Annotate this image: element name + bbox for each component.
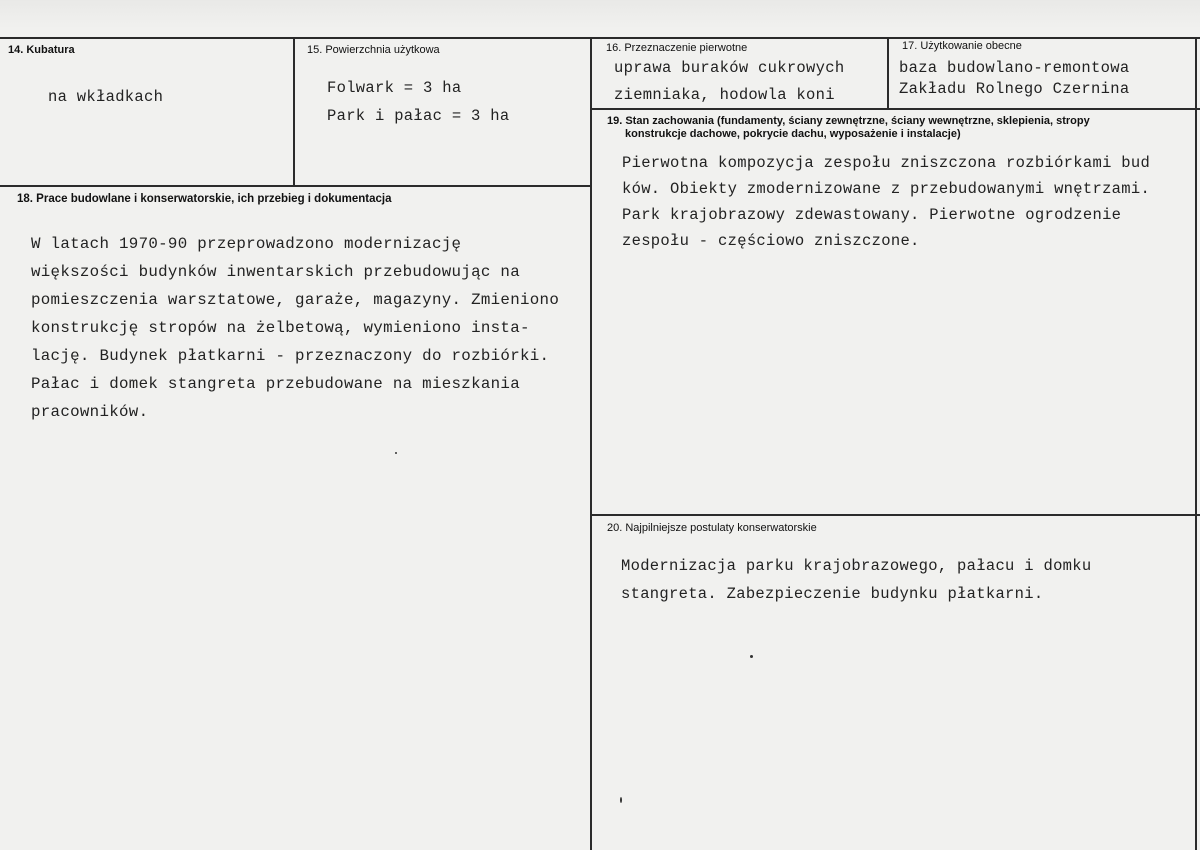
field-15-line: Folwark = 3 ha [327, 79, 462, 97]
field-15-line: Park i pałac = 3 ha [327, 107, 510, 125]
field-15-label: 15. Powierzchnia użytkowa [307, 44, 440, 56]
scan-top-margin [0, 0, 1200, 36]
field-19-label [607, 115, 1090, 141]
field-17-line: baza budowlano-remontowa [899, 59, 1130, 77]
field-18-label: 18. Prace budowlane i konserwatorskie, ich przebieg i dokumentacja [17, 193, 392, 205]
rule-row1-bottom [0, 185, 592, 187]
field-19-label-line: 19. Stan zachowania (fundamenty, ściany zewnętrzne, ściany wewnętrzne, sklepienia, stropy [607, 115, 1090, 127]
field-18-value [31, 230, 559, 426]
field-19-value [622, 150, 1194, 254]
rule-v-16-17 [887, 37, 889, 110]
field-18-line: Pałac i domek stangreta przebudowane na mieszkania [31, 375, 520, 393]
field-16-line: uprawa buraków cukrowych [614, 59, 845, 77]
field-16-line: ziemniaka, hodowla koni [614, 86, 835, 104]
field-18-line: W latach 1970-90 przeprowadzono modernizację [31, 235, 462, 253]
field-19-label-line: konstrukcje dachowe, pokrycie dachu, wyposażenie i instalacje) [625, 128, 961, 140]
rule-top [0, 37, 1200, 39]
field-18-line: pomieszczenia warsztatowe, garaże, magazyny. Zmieniono [31, 291, 560, 309]
field-18-line: większości budynków inwentarskich przebudowując na [31, 263, 520, 281]
scan-speck [620, 797, 622, 803]
field-14-label: 14. Kubatura [8, 44, 75, 56]
field-16-label: 16. Przeznaczenie pierwotne [606, 42, 748, 54]
field-15-value [327, 74, 509, 130]
field-17-value [899, 58, 1129, 100]
rule-v-right [1195, 37, 1197, 850]
field-20-line: Modernizacja parku krajobrazowego, pałacu i domku [621, 557, 1092, 575]
rule-v-main [590, 37, 592, 850]
field-20-label: 20. Najpilniejsze postulaty konserwatorskie [607, 522, 817, 534]
field-18-line: lację. Budynek płatkarni - przeznaczony do rozbiórki. [31, 347, 550, 365]
field-19-line: zespołu - częściowo zniszczone. [622, 232, 920, 250]
field-16-value [614, 55, 844, 109]
field-20-line: stangreta. Zabezpieczenie budynku płatkarni. [621, 585, 1044, 603]
field-20-value [621, 552, 1091, 608]
field-19-line: Pierwotna kompozycja zespołu zniszczona rozbiórkami bud [622, 154, 1151, 172]
scan-speck [395, 452, 397, 454]
field-14-value: na wkładkach [48, 88, 164, 106]
rule-v-14-15 [293, 37, 295, 187]
field-17-line: Zakładu Rolnego Czernina [899, 80, 1130, 98]
scan-speck [750, 655, 753, 658]
field-18-line: konstrukcję stropów na żelbetową, wymieniono insta- [31, 319, 530, 337]
rule-19-bottom [592, 514, 1200, 516]
field-18-line: pracowników. [31, 403, 149, 421]
field-17-label: 17. Użytkowanie obecne [902, 40, 1022, 52]
field-19-line: Park krajobrazowy zdewastowany. Pierwotne ogrodzenie [622, 206, 1122, 224]
field-19-line: ków. Obiekty zmodernizowane z przebudowanymi wnętrzami. [622, 180, 1151, 198]
